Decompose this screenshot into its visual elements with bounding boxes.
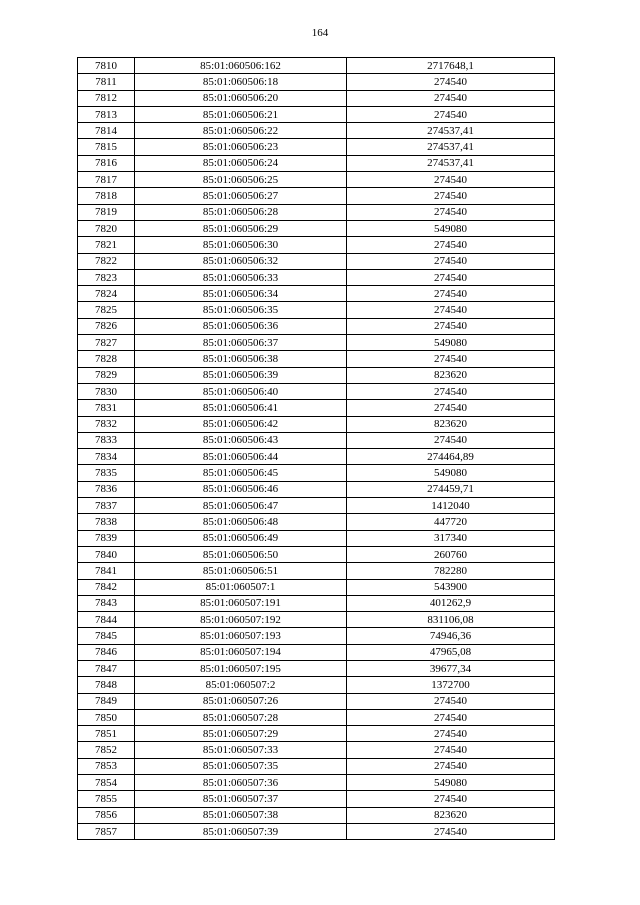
table-row	[78, 449, 555, 465]
row-number-cell: 7827	[78, 335, 135, 351]
row-number-cell: 7814	[78, 123, 135, 139]
table-row	[78, 335, 555, 351]
cadastral-value-cell: 274540	[347, 318, 555, 334]
table-row	[78, 595, 555, 611]
cadastral-value-cell: 274537,41	[347, 139, 555, 155]
cadastral-value-cell: 274459,71	[347, 481, 555, 497]
table-row	[78, 139, 555, 155]
cadastral-value-cell: 274540	[347, 74, 555, 90]
row-number-cell: 7825	[78, 302, 135, 318]
cadastral-number-cell: 85:01:060506:49	[135, 530, 347, 546]
cadastral-value-cell: 274540	[347, 253, 555, 269]
cadastral-number-cell: 85:01:060507:39	[135, 823, 347, 839]
page-number: 164	[311, 27, 329, 39]
row-number-cell: 7856	[78, 807, 135, 823]
row-number-cell: 7824	[78, 286, 135, 302]
cadastral-value-cell: 274540	[347, 383, 555, 399]
cadastral-number-cell: 85:01:060506:25	[135, 172, 347, 188]
table-row	[78, 253, 555, 269]
cadastral-value-cell: 2717648,1	[347, 58, 555, 74]
row-number-cell: 7832	[78, 416, 135, 432]
cadastral-value-cell: 274540	[347, 432, 555, 448]
cadastral-number-cell: 85:01:060506:51	[135, 563, 347, 579]
row-number-cell: 7813	[78, 106, 135, 122]
table-row	[78, 823, 555, 839]
table-row	[78, 481, 555, 497]
cadastral-value-cell: 401262,9	[347, 595, 555, 611]
cadastral-value-cell: 274537,41	[347, 123, 555, 139]
row-number-cell: 7810	[78, 58, 135, 74]
cadastral-value-cell: 274537,41	[347, 155, 555, 171]
row-number-cell: 7835	[78, 465, 135, 481]
table-row	[78, 628, 555, 644]
table-row	[78, 204, 555, 220]
cadastral-value-cell: 823620	[347, 416, 555, 432]
cadastral-number-cell: 85:01:060506:42	[135, 416, 347, 432]
table-row	[78, 546, 555, 562]
cadastral-number-cell: 85:01:060507:193	[135, 628, 347, 644]
table-row	[78, 90, 555, 106]
table-row	[78, 237, 555, 253]
cadastral-number-cell: 85:01:060506:32	[135, 253, 347, 269]
cadastral-number-cell: 85:01:060506:37	[135, 335, 347, 351]
table-row	[78, 791, 555, 807]
cadastral-number-cell: 85:01:060507:194	[135, 644, 347, 660]
cadastral-number-cell: 85:01:060507:38	[135, 807, 347, 823]
cadastral-value-cell: 274540	[347, 351, 555, 367]
cadastral-value-cell: 447720	[347, 514, 555, 530]
row-number-cell: 7830	[78, 383, 135, 399]
table-row	[78, 188, 555, 204]
cadastral-number-cell: 85:01:060506:27	[135, 188, 347, 204]
cadastral-number-cell: 85:01:060506:22	[135, 123, 347, 139]
cadastral-number-cell: 85:01:060506:38	[135, 351, 347, 367]
row-number-cell: 7840	[78, 546, 135, 562]
cadastral-value-cell: 274540	[347, 823, 555, 839]
cadastral-value-cell: 543900	[347, 579, 555, 595]
table-row	[78, 677, 555, 693]
cadastral-number-cell: 85:01:060506:18	[135, 74, 347, 90]
cadastral-number-cell: 85:01:060506:20	[135, 90, 347, 106]
row-number-cell: 7848	[78, 677, 135, 693]
cadastral-value-cell: 1372700	[347, 677, 555, 693]
cadastral-number-cell: 85:01:060507:1	[135, 579, 347, 595]
row-number-cell: 7839	[78, 530, 135, 546]
cadastral-value-cell: 823620	[347, 807, 555, 823]
row-number-cell: 7843	[78, 595, 135, 611]
table-row	[78, 579, 555, 595]
row-number-cell: 7816	[78, 155, 135, 171]
cadastral-value-cell: 274540	[347, 693, 555, 709]
row-number-cell: 7854	[78, 775, 135, 791]
cadastral-number-cell: 85:01:060506:21	[135, 106, 347, 122]
cadastral-value-cell: 782280	[347, 563, 555, 579]
cadastral-number-cell: 85:01:060506:35	[135, 302, 347, 318]
cadastral-number-cell: 85:01:060507:29	[135, 726, 347, 742]
table-row	[78, 742, 555, 758]
cadastral-number-cell: 85:01:060507:192	[135, 612, 347, 628]
table-row	[78, 269, 555, 285]
table-row	[78, 693, 555, 709]
row-number-cell: 7842	[78, 579, 135, 595]
cadastral-value-cell: 1412040	[347, 498, 555, 514]
row-number-cell: 7851	[78, 726, 135, 742]
cadastral-value-cell: 274540	[347, 709, 555, 725]
row-number-cell: 7836	[78, 481, 135, 497]
table-row	[78, 123, 555, 139]
row-number-cell: 7821	[78, 237, 135, 253]
row-number-cell: 7845	[78, 628, 135, 644]
row-number-cell: 7834	[78, 449, 135, 465]
cadastral-number-cell: 85:01:060506:23	[135, 139, 347, 155]
row-number-cell: 7849	[78, 693, 135, 709]
cadastral-value-cell: 549080	[347, 220, 555, 236]
cadastral-number-cell: 85:01:060506:30	[135, 237, 347, 253]
cadastral-value-cell: 47965,08	[347, 644, 555, 660]
table-row	[78, 383, 555, 399]
cadastral-value-cell: 274540	[347, 90, 555, 106]
table-row	[78, 807, 555, 823]
cadastral-number-cell: 85:01:060506:39	[135, 367, 347, 383]
cadastral-number-cell: 85:01:060506:36	[135, 318, 347, 334]
table-row	[78, 726, 555, 742]
cadastral-number-cell: 85:01:060507:26	[135, 693, 347, 709]
table-row	[78, 660, 555, 676]
table-row	[78, 612, 555, 628]
cadastral-number-cell: 85:01:060506:48	[135, 514, 347, 530]
table-row	[78, 563, 555, 579]
cadastral-value-table	[77, 57, 555, 840]
table-row	[78, 318, 555, 334]
row-number-cell: 7812	[78, 90, 135, 106]
cadastral-number-cell: 85:01:060506:28	[135, 204, 347, 220]
table-row	[78, 74, 555, 90]
cadastral-number-cell: 85:01:060506:46	[135, 481, 347, 497]
row-number-cell: 7820	[78, 220, 135, 236]
row-number-cell: 7828	[78, 351, 135, 367]
cadastral-number-cell: 85:01:060507:33	[135, 742, 347, 758]
cadastral-value-cell: 274540	[347, 106, 555, 122]
row-number-cell: 7852	[78, 742, 135, 758]
cadastral-number-cell: 85:01:060506:29	[135, 220, 347, 236]
cadastral-value-cell: 274540	[347, 726, 555, 742]
cadastral-number-cell: 85:01:060506:41	[135, 400, 347, 416]
table-row	[78, 302, 555, 318]
cadastral-number-cell: 85:01:060506:40	[135, 383, 347, 399]
cadastral-number-cell: 85:01:060507:37	[135, 791, 347, 807]
table-row	[78, 58, 555, 74]
row-number-cell: 7846	[78, 644, 135, 660]
row-number-cell: 7817	[78, 172, 135, 188]
table-row	[78, 644, 555, 660]
row-number-cell: 7815	[78, 139, 135, 155]
cadastral-number-cell: 85:01:060506:162	[135, 58, 347, 74]
row-number-cell: 7829	[78, 367, 135, 383]
row-number-cell: 7818	[78, 188, 135, 204]
row-number-cell: 7826	[78, 318, 135, 334]
cadastral-number-cell: 85:01:060507:2	[135, 677, 347, 693]
cadastral-number-cell: 85:01:060506:45	[135, 465, 347, 481]
cadastral-number-cell: 85:01:060507:195	[135, 660, 347, 676]
cadastral-number-cell: 85:01:060506:34	[135, 286, 347, 302]
table-row	[78, 530, 555, 546]
cadastral-value-cell: 74946,36	[347, 628, 555, 644]
row-number-cell: 7855	[78, 791, 135, 807]
cadastral-value-cell: 549080	[347, 775, 555, 791]
cadastral-value-cell: 831106,08	[347, 612, 555, 628]
table-row	[78, 498, 555, 514]
table-row	[78, 514, 555, 530]
table-row	[78, 775, 555, 791]
cadastral-value-cell: 274540	[347, 172, 555, 188]
table-row	[78, 220, 555, 236]
row-number-cell: 7811	[78, 74, 135, 90]
row-number-cell: 7850	[78, 709, 135, 725]
table-row	[78, 286, 555, 302]
cadastral-value-cell: 274540	[347, 286, 555, 302]
table-row	[78, 758, 555, 774]
table-row	[78, 432, 555, 448]
table-row	[78, 155, 555, 171]
row-number-cell: 7823	[78, 269, 135, 285]
row-number-cell: 7819	[78, 204, 135, 220]
cadastral-number-cell: 85:01:060506:44	[135, 449, 347, 465]
table-row	[78, 709, 555, 725]
cadastral-value-cell: 274540	[347, 400, 555, 416]
row-number-cell: 7844	[78, 612, 135, 628]
table-row	[78, 400, 555, 416]
cadastral-value-cell: 549080	[347, 465, 555, 481]
row-number-cell: 7831	[78, 400, 135, 416]
cadastral-value-cell: 274540	[347, 204, 555, 220]
row-number-cell: 7857	[78, 823, 135, 839]
cadastral-value-cell: 274540	[347, 302, 555, 318]
table-row	[78, 465, 555, 481]
cadastral-number-cell: 85:01:060507:28	[135, 709, 347, 725]
cadastral-number-cell: 85:01:060506:50	[135, 546, 347, 562]
cadastral-value-cell: 274540	[347, 791, 555, 807]
cadastral-value-cell: 39677,34	[347, 660, 555, 676]
table-row	[78, 106, 555, 122]
row-number-cell: 7841	[78, 563, 135, 579]
cadastral-number-cell: 85:01:060507:35	[135, 758, 347, 774]
table-row	[78, 367, 555, 383]
cadastral-value-cell: 823620	[347, 367, 555, 383]
cadastral-number-cell: 85:01:060507:191	[135, 595, 347, 611]
row-number-cell: 7847	[78, 660, 135, 676]
table-row	[78, 351, 555, 367]
table-body	[78, 58, 555, 840]
cadastral-value-cell: 274540	[347, 742, 555, 758]
row-number-cell: 7837	[78, 498, 135, 514]
cadastral-number-cell: 85:01:060506:33	[135, 269, 347, 285]
row-number-cell: 7838	[78, 514, 135, 530]
row-number-cell: 7822	[78, 253, 135, 269]
table-row	[78, 416, 555, 432]
cadastral-number-cell: 85:01:060506:24	[135, 155, 347, 171]
cadastral-value-cell: 274540	[347, 237, 555, 253]
row-number-cell: 7853	[78, 758, 135, 774]
cadastral-value-cell: 260760	[347, 546, 555, 562]
cadastral-number-cell: 85:01:060506:43	[135, 432, 347, 448]
cadastral-value-cell: 549080	[347, 335, 555, 351]
cadastral-number-cell: 85:01:060507:36	[135, 775, 347, 791]
table-row	[78, 172, 555, 188]
cadastral-value-cell: 274540	[347, 188, 555, 204]
cadastral-value-cell: 274540	[347, 758, 555, 774]
cadastral-value-cell: 274464,89	[347, 449, 555, 465]
row-number-cell: 7833	[78, 432, 135, 448]
cadastral-value-cell: 274540	[347, 269, 555, 285]
cadastral-value-cell: 317340	[347, 530, 555, 546]
cadastral-number-cell: 85:01:060506:47	[135, 498, 347, 514]
